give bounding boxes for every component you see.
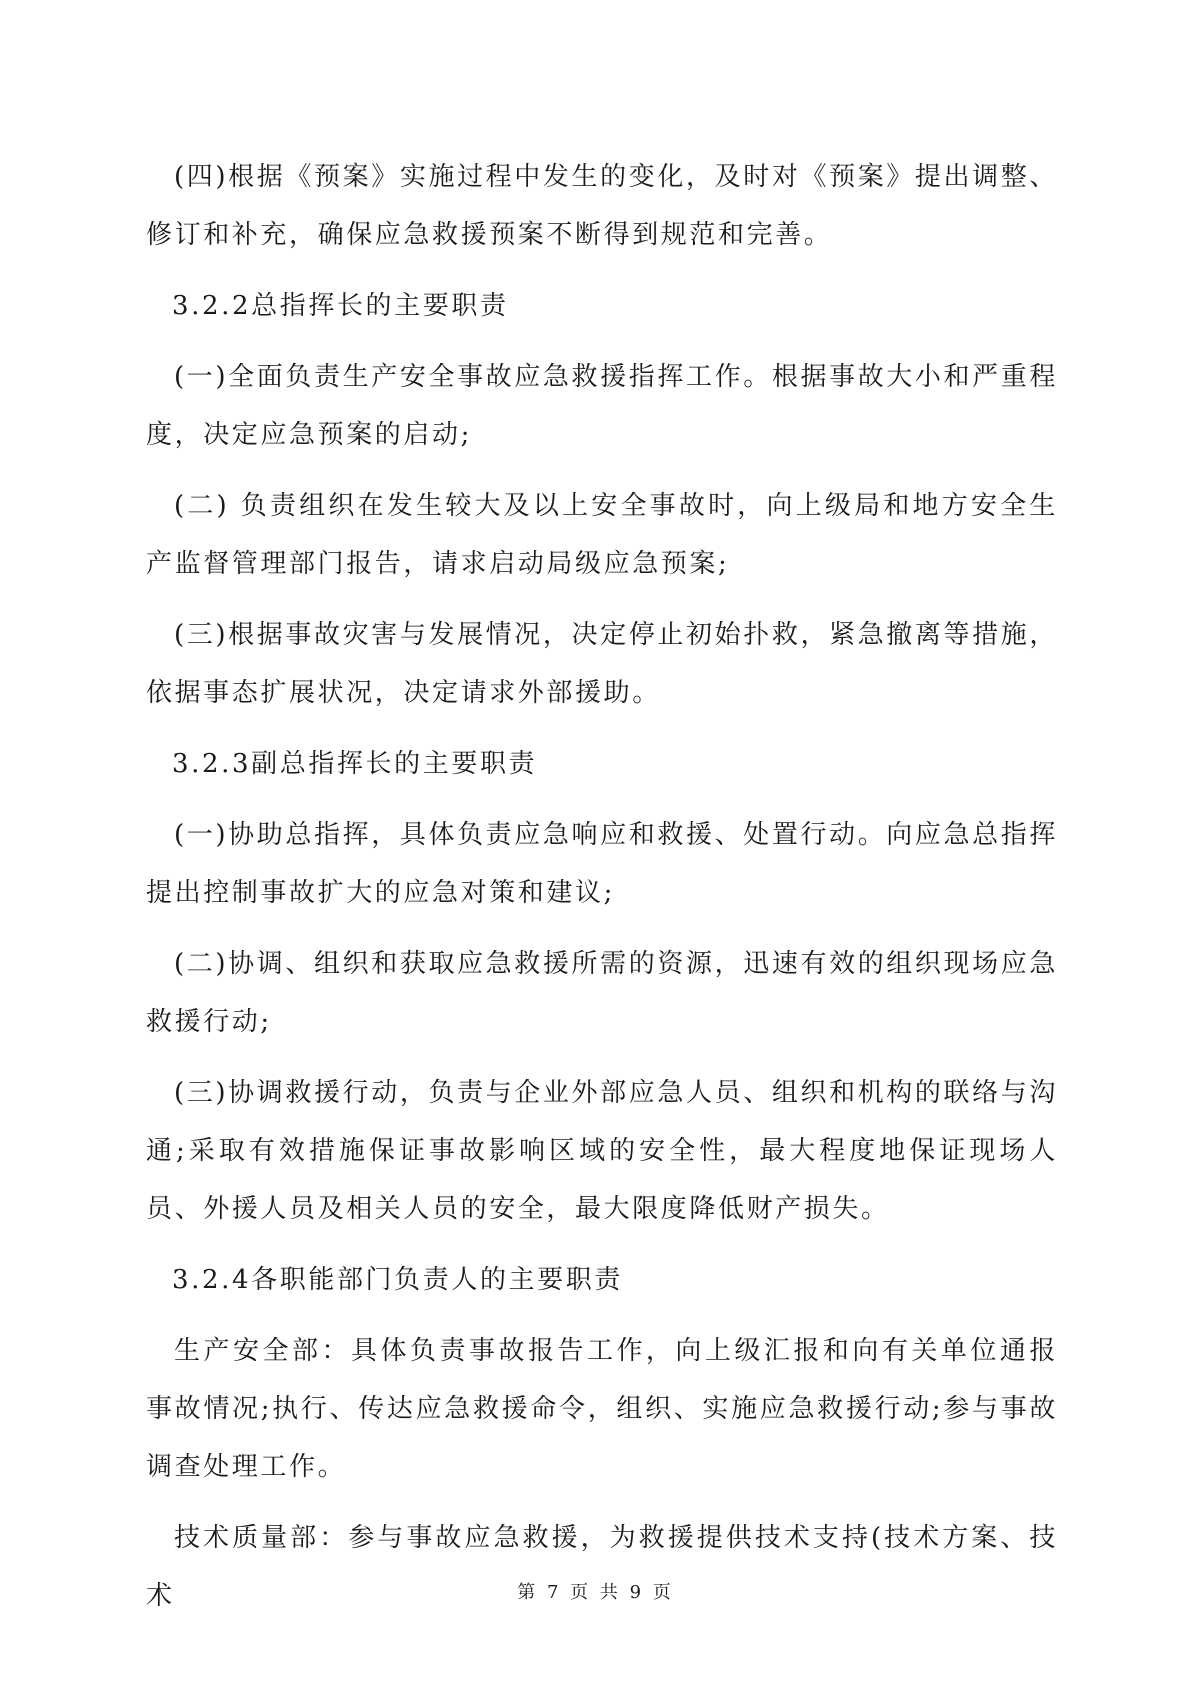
section-heading-3-2-2: 3.2.2总指挥长的主要职责 xyxy=(172,291,509,321)
paragraph-commander-duty-2: (二) 负责组织在发生较大及以上安全事故时，向上级局和地方安全生产监督管理部门报告，请求启动局级应急预案; xyxy=(146,491,1058,579)
paragraph-technical-quality-dept: 技术质量部：参与事故应急救援，为救援提供技术支持(技术方案、技术 xyxy=(146,1523,1058,1611)
document-body xyxy=(146,148,1058,1638)
paragraph-commander-duty-1: (一)全面负责生产安全事故应急救援指挥工作。根据事故大小和严重程度，决定应急预案的启动; xyxy=(146,362,1058,450)
paragraph-4-adjust-plan: (四)根据《预案》实施过程中发生的变化，及时对《预案》提出调整、修订和补充，确保应急救援预案不断得到规范和完善。 xyxy=(146,162,1058,250)
paragraph-deputy-duty-1: (一)协助总指挥，具体负责应急响应和救援、处置行动。向应急总指挥提出控制事故扩大的应急对策和建议; xyxy=(146,820,1058,908)
paragraph-deputy-duty-3: (三)协调救援行动，负责与企业外部应急人员、组织和机构的联络与沟通;采取有效措施保证事故影响区域的安全性，最大程度地保证现场人员、外援人员及相关人员的安全，最大限度降低财产损失。 xyxy=(146,1078,1058,1224)
paragraph-production-safety-dept: 生产安全部：具体负责事故报告工作，向上级汇报和向有关单位通报事故情况;执行、传达应急救援命令，组织、实施应急救援行动;参与事故调查处理工作。 xyxy=(146,1336,1058,1482)
section-heading-3-2-3: 3.2.3副总指挥长的主要职责 xyxy=(172,749,538,779)
section-heading-3-2-4: 3.2.4各职能部门负责人的主要职责 xyxy=(172,1265,623,1295)
paragraph-commander-duty-3: (三)根据事故灾害与发展情况，决定停止初始扑救，紧急撤离等措施，依据事态扩展状况，决定请求外部援助。 xyxy=(146,620,1058,708)
paragraph-deputy-duty-2: (二)协调、组织和获取应急救援所需的资源，迅速有效的组织现场应急救援行动; xyxy=(146,949,1058,1037)
page-footer: 第 7 页 共 9 页 xyxy=(517,1582,674,1603)
